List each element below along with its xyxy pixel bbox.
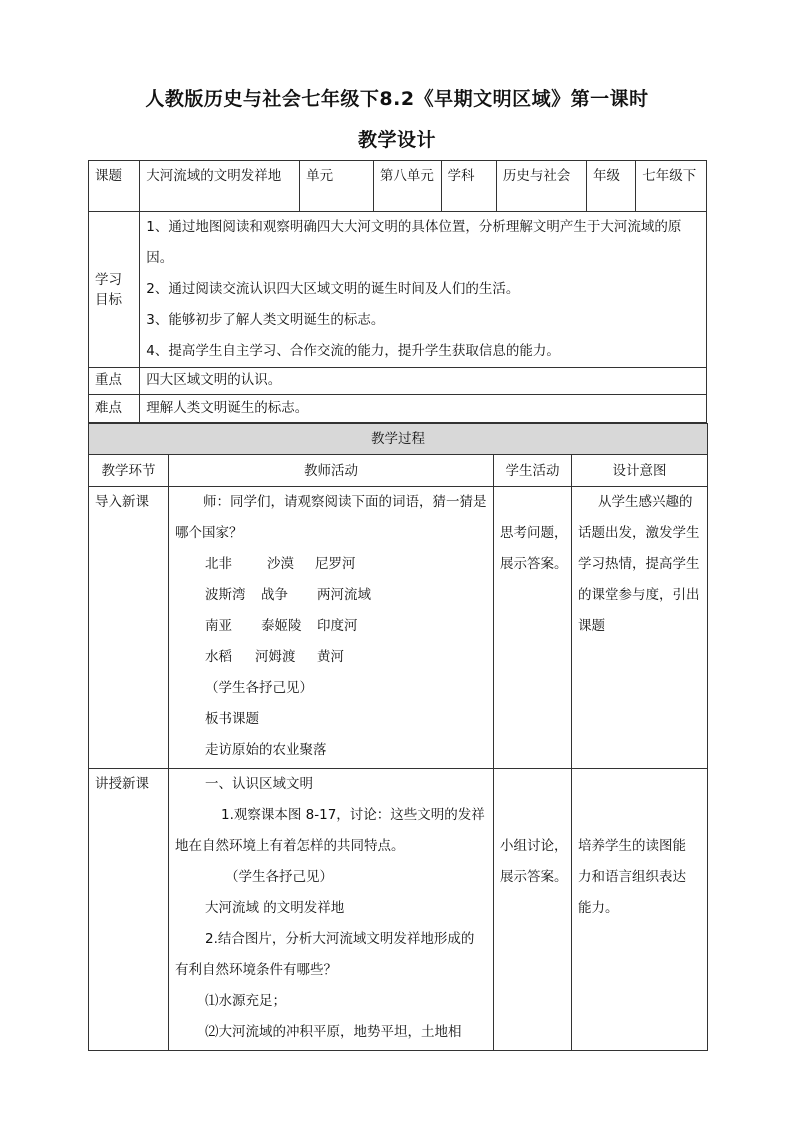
info-row-goals	[89, 212, 707, 368]
word: 黄河	[317, 649, 344, 665]
word-row-4	[175, 642, 487, 673]
student-intro-line2: 展示答案。	[500, 556, 568, 572]
info-table	[88, 160, 707, 423]
goal-2: 2、通过阅读交流认识四大区域文明的诞生时间及人们的生活。	[146, 281, 520, 297]
stage-lecture: 讲授新课	[89, 769, 169, 1051]
topic-value: 大河流域的文明发祥地	[140, 161, 300, 212]
lecture-q1-line2: 地在自然环境上有着怎样的共同特点。	[175, 838, 405, 854]
intent-lecture-line2: 力和语言组织表达	[578, 869, 686, 885]
difficulty-label: 难点	[89, 395, 140, 423]
lecture-q2-line1: 2.结合图片，分析大河流域文明发祥地形成的	[205, 931, 475, 947]
grade-value: 七年级下	[636, 161, 707, 212]
word: 河姆渡	[255, 649, 296, 665]
word: 尼罗河	[315, 556, 356, 572]
intro-prompt-line2: 哪个国家？	[175, 525, 243, 541]
intent-intro-line4: 的课堂参与度，引出	[578, 587, 700, 603]
word: 南亚	[205, 618, 232, 634]
info-row-topic	[89, 161, 707, 212]
goal-1-line2: 因。	[146, 250, 174, 266]
goals-label	[89, 212, 140, 368]
teacher-lecture	[169, 769, 494, 1051]
key-label: 重点	[89, 368, 140, 395]
intent-intro-line5: 课题	[578, 618, 605, 634]
student-lecture-line1: 小组讨论，	[500, 838, 568, 854]
key-value: 四大区域文明的认识。	[140, 368, 707, 395]
col-student: 学生活动	[494, 455, 572, 487]
col-intent: 设计意图	[572, 455, 708, 487]
intro-note: （学生各抒己见）	[205, 680, 313, 696]
process-row-intro	[89, 487, 708, 769]
col-stage: 教学环节	[89, 455, 169, 487]
intro-board: 板书课题	[205, 711, 259, 727]
goal-3: 3、能够初步了解人类文明诞生的标志。	[146, 312, 385, 328]
goals-content	[140, 212, 707, 368]
word-row-2	[175, 580, 487, 611]
word: 泰姬陵	[261, 618, 302, 634]
document-title: 人教版历史与社会七年级下8.2《早期文明区域》第一课时	[145, 88, 649, 110]
intro-prompt-line1: 师：同学们，请观察阅读下面的词语，猜一猜是	[203, 494, 487, 510]
goals-label-line1: 学习	[95, 271, 122, 288]
unit-value: 第八单元	[373, 161, 441, 212]
goal-4: 4、提高学生自主学习、合作交流的能力，提升学生获取信息的能力。	[146, 343, 560, 359]
lecture-q1-line1: 1.观察课本图 8-17，讨论：这些文明的发祥	[221, 807, 485, 823]
word: 印度河	[317, 618, 358, 634]
student-lecture-line2: 展示答案。	[500, 869, 568, 885]
process-table	[88, 423, 708, 1051]
process-column-row	[89, 455, 708, 487]
intent-lecture	[572, 769, 708, 1051]
word-row-1	[175, 549, 487, 580]
student-lecture	[494, 769, 572, 1051]
lecture-condition-2: ⑵大河流域的冲积平原，地势平坦，土地相	[205, 1024, 462, 1040]
intro-visit: 走访原始的农业聚落	[205, 742, 327, 758]
goal-1-line1: 1、通过地图阅读和观察明确四大大河文明的具体位置，分析理解文明产生于大河流域的原	[146, 219, 682, 235]
difficulty-value: 理解人类文明诞生的标志。	[140, 395, 707, 423]
subject-label: 学科	[441, 161, 496, 212]
col-teacher: 教师活动	[169, 455, 494, 487]
word: 两河流域	[317, 587, 371, 603]
word: 波斯湾	[205, 587, 246, 603]
lecture-note: （学生各抒己见）	[225, 869, 333, 885]
lecture-section: 一、认识区域文明	[205, 776, 313, 792]
subject-value: 历史与社会	[496, 161, 586, 212]
student-intro-line1: 思考问题，	[500, 525, 568, 541]
lecture-answer: 大河流域 的文明发祥地	[205, 900, 345, 916]
word: 水稻	[205, 649, 232, 665]
word-row-3	[175, 611, 487, 642]
topic-label: 课题	[89, 161, 140, 212]
teacher-intro	[169, 487, 494, 769]
process-header-row	[89, 424, 708, 455]
intent-intro-line2: 话题出发，激发学生	[578, 525, 700, 541]
goals-label-line2: 目标	[95, 291, 122, 308]
process-header: 教学过程	[89, 424, 708, 455]
intent-lecture-line1: 培养学生的读图能	[578, 838, 686, 854]
stage-intro: 导入新课	[89, 487, 169, 769]
intent-lecture-line3: 能力。	[578, 900, 619, 916]
document-subtitle: 教学设计	[357, 129, 436, 151]
intent-intro	[572, 487, 708, 769]
info-row-difficulty	[89, 395, 707, 423]
process-row-lecture	[89, 769, 708, 1051]
word: 战争	[261, 587, 288, 603]
unit-label: 单元	[300, 161, 374, 212]
student-intro	[494, 487, 572, 769]
grade-label: 年级	[587, 161, 636, 212]
info-row-key	[89, 368, 707, 395]
intent-intro-line3: 学习热情，提高学生	[578, 556, 700, 572]
word: 沙漠	[267, 556, 294, 572]
lecture-q2-line2: 有利自然环境条件有哪些？	[175, 962, 337, 978]
word: 北非	[205, 556, 232, 572]
intent-intro-line1: 从学生感兴趣的	[598, 494, 693, 510]
lecture-condition-1: ⑴水源充足；	[205, 993, 286, 1009]
